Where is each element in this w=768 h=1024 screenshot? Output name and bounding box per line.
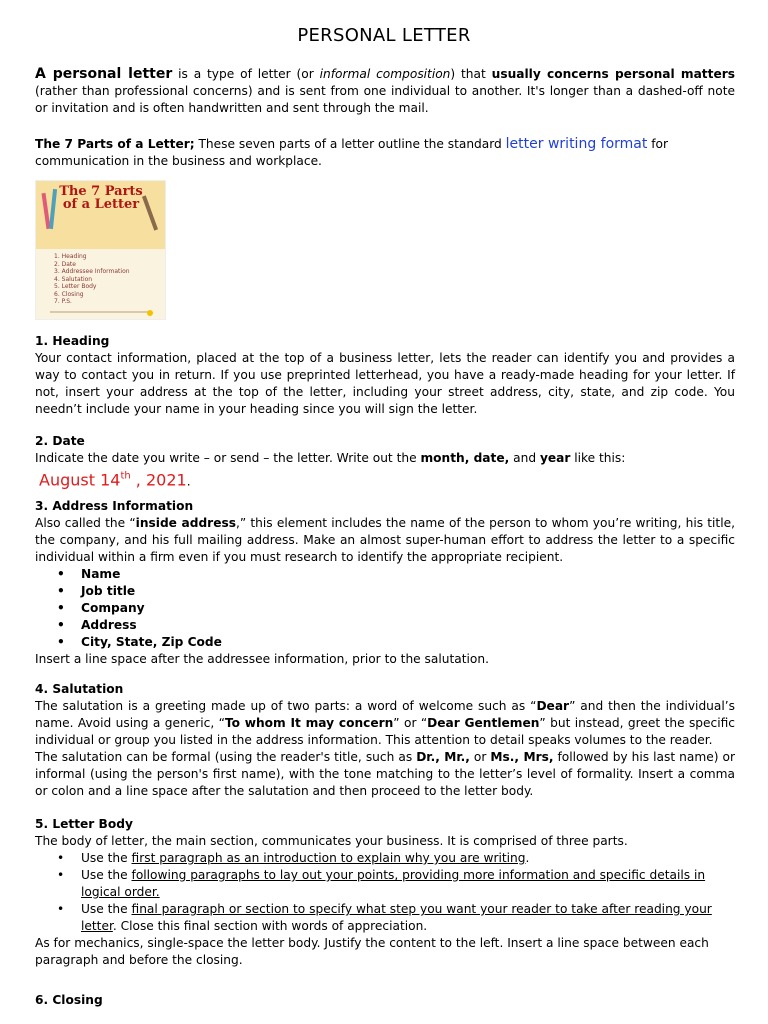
list-item: • Name	[35, 566, 735, 583]
section-label: 6. Closing	[35, 993, 103, 1007]
list-item: • Use the first paragraph as an introduction to explain why you are writing.	[35, 850, 735, 867]
section-closing	[35, 992, 735, 1009]
intro-term: A personal letter	[35, 66, 173, 82]
star-icon	[147, 310, 153, 316]
list-item: • City, State, Zip Code	[35, 634, 735, 651]
section-heading: 1. Heading Your contact information, placed at the top of a business letter, lets the reader can identify you and provides a way to contact you in return. If you use preprinted letterhead, you have a ready-made heading for your letter. If not, insert your address at the top of the letter, including your street address, city, state, and zip code. You needn’t include your name in your heading since you will sign the letter.	[35, 334, 735, 416]
page-title: PERSONAL LETTER	[297, 25, 471, 46]
date-example: August 14th , 2021.	[39, 470, 191, 490]
list-item: • Company	[35, 600, 735, 617]
section-label: 2. Date	[35, 434, 85, 448]
section-letter-body: 5. Letter Body The body of letter, the main section, communicates your business. It is comprised of three parts. • Use the first paragraph as an introduction to explain why you are writing. • Use the following paragraphs to lay out your points, providing more information and specific details in logical order. • Use the final paragraph or section to specify what step you want your reader to take after reading your letter. Close this final section with words of appreciation. As for mechanics, single-space the letter body. Justify the content to the left. Insert a line space between each paragraph and before the closing.	[35, 816, 735, 969]
image-footer-line	[50, 311, 150, 313]
address-list	[35, 566, 735, 651]
image-title: The 7 Parts of a Letter	[59, 184, 143, 212]
image-list: 1. Heading 2. Date 3. Addressee Information 4. Salutation 5. Letter Body 6. Closing 7. P.S.	[54, 253, 130, 305]
section-label: 3. Address Information	[35, 499, 194, 513]
section-date: 2. Date Indicate the date you write – or send – the letter. Write out the month, date, and year like this: August 14th , 2021.	[35, 433, 735, 490]
list-item: • Job title	[35, 583, 735, 600]
list-item: • Address	[35, 617, 735, 634]
body-parts-list	[35, 850, 735, 935]
parts-of-letter-image	[35, 180, 166, 320]
section-label: 1. Heading	[35, 334, 110, 348]
section-label: 5. Letter Body	[35, 817, 133, 831]
intro-paragraph: A personal letter is a type of letter (or informal composition) that usually concerns personal matters (rather than professional concerns) and is sent from one individual to another. It's longer than a dashed-off note or invitation and is often handwritten and sent through the mail.	[35, 66, 735, 115]
list-item: • Use the final paragraph or section to specify what step you want your reader to take after reading your letter. Close this final section with words of appreciation.	[35, 901, 735, 935]
section-address: 3. Address Information Also called the “inside address,” this element includes the name of the person to whom you’re writing, his title, the company, and his full mailing address. Make an almost super-human effort to address the letter to a specific individual within a firm even if you must research to identify the appropriate recipient. • Name • Job title • Company • Address • City, State, Zip Code Insert a line space after the addressee information, prior to the salutation.	[35, 498, 735, 668]
letter-format-link[interactable]: letter writing format	[505, 136, 648, 152]
section-label: 4. Salutation	[35, 682, 124, 696]
section-salutation: 4. Salutation The salutation is a greeting made up of two parts: a word of welcome such as “Dear” and then the individual’s name. Avoid using a generic, “To whom It may concern” or “Dear Gentlemen” but instead, greet the specific individual or group you listed in the address information. This attention to detail speaks volumes to the reader. The salutation can be formal (using the reader's title, such as Dr., Mr., or Ms., Mrs, followed by his last name) or informal (using the person's first name), with the tone matching to the letter’s level of formality. Insert a comma or colon and a line space after the salutation and then proceed to the letter body.	[35, 682, 735, 798]
parts-paragraph: The 7 Parts of a Letter; These seven parts of a letter outline the standard letter writing format for communication in the business and workplace.	[35, 136, 669, 168]
list-item: • Use the following paragraphs to lay out your points, providing more information and specific details in logical order.	[35, 867, 735, 901]
